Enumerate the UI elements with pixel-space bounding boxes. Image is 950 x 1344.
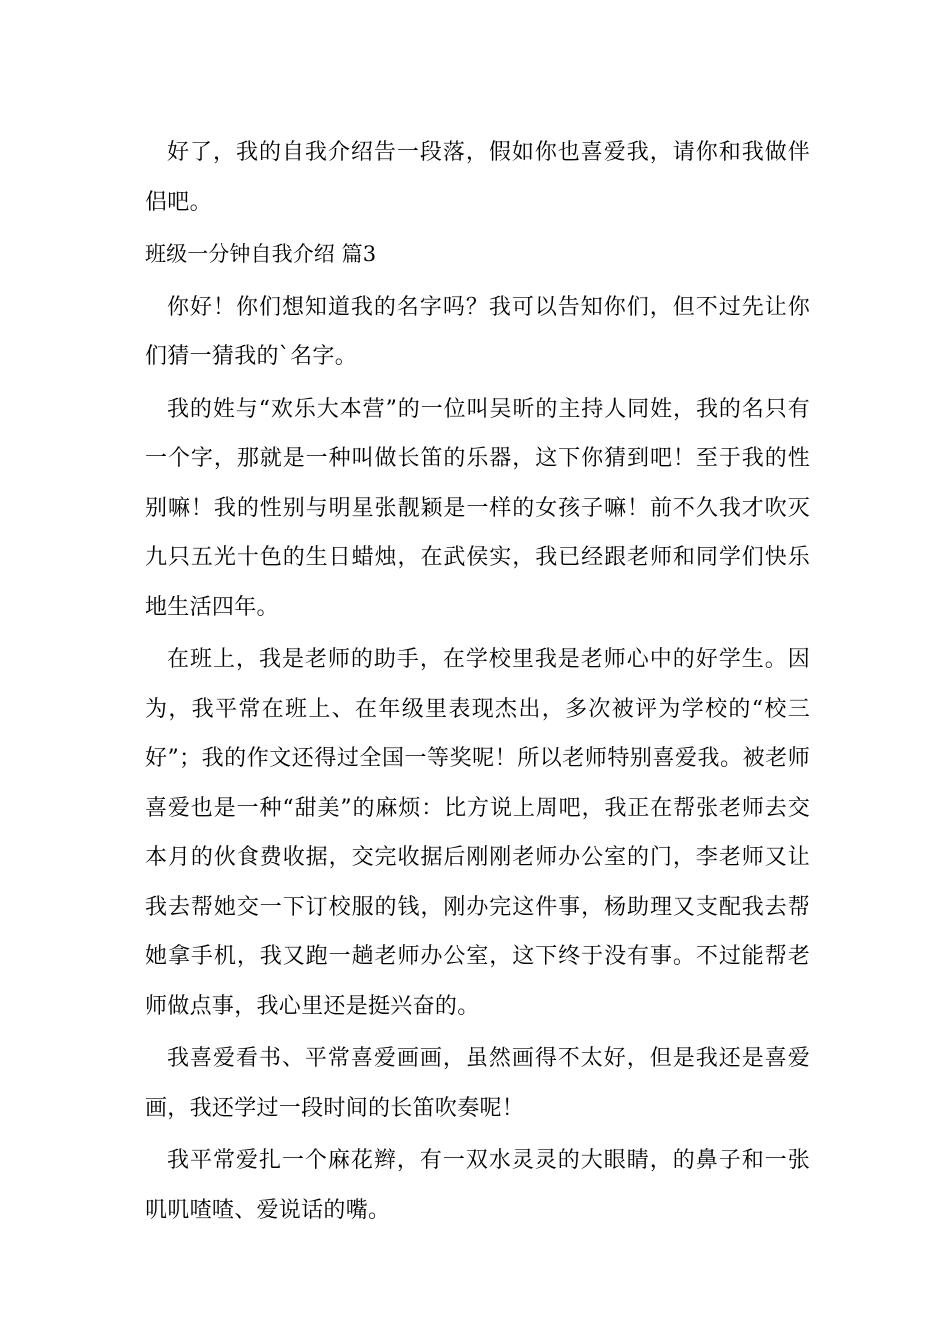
document-body: [145, 128, 810, 1238]
section-heading: 班级一分钟自我介绍 篇3: [145, 242, 377, 266]
paragraph-class-helper: 在班上，我是老师的助手，在学校里我是老师心中的好学生。因为，我平常在班上、在年级里表现杰出，多次被评为学校的“校三好”；我的作文还得过全国一等奖呢！所以老师特别喜爱我。被老师喜爱也是一种“甜美”的麻烦：比方说上周吧，我正在帮张老师去交本月的伙食费收据，交完收据后刚刚老师办公室的门，李老师又让我去帮她交一下订校服的钱，刚办完这件事，杨助理又支配我去帮她拿手机，我又跑一趟老师办公室，这下终于没有事。不过能帮老师做点事，我心里还是挺兴奋的。: [145, 647, 810, 1019]
paragraph-name-hints: 我的姓与“欢乐大本营”的一位叫吴昕的主持人同姓，我的名只有一个字，那就是一种叫做长笛的乐器，这下你猜到吧！至于我的性别嘛！我的性别与明星张靓颖是一样的女孩子嘛！前不久我才吹灭九只五光十色的生日蜡烛，在武侯实，我已经跟老师和同学们快乐地生活四年。: [145, 396, 810, 620]
paragraph-greeting: 你好！你们想知道我的名字吗？我可以告知你们，但不过先让你们猜一猜我的`名字。: [145, 294, 810, 369]
paragraph-closing: 好了，我的自我介绍告一段落，假如你也喜爱我，请你和我做伴侣吧。: [145, 140, 810, 215]
paragraph-hobbies: 我喜爱看书、平常喜爱画画，虽然画得不太好，但是我还是喜爱画，我还学过一段时间的长笛吹奏呢！: [145, 1046, 810, 1121]
paragraph-appearance: 我平常爱扎一个麻花辫，有一双水灵灵的大眼睛，的鼻子和一张叽叽喳喳、爱说话的嘴。: [145, 1148, 810, 1223]
